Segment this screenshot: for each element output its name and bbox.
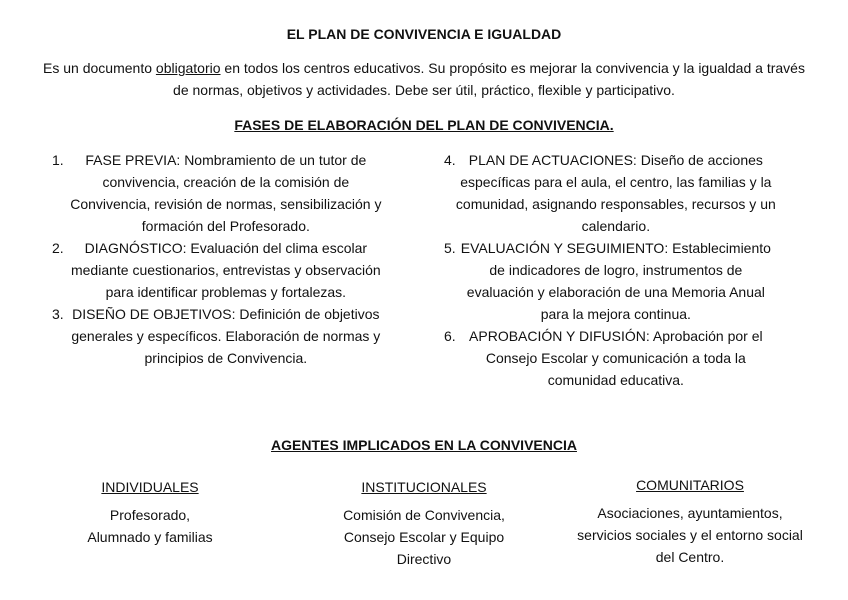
agent-heading: INSTITUCIONALES	[361, 479, 487, 495]
phase-item	[444, 325, 776, 391]
phase-item	[52, 149, 388, 237]
phase-number: 3.	[52, 306, 64, 322]
agent-individuales	[80, 476, 220, 548]
phases-left-column	[52, 149, 388, 369]
document-title: EL PLAN DE CONVIVENCIA E IGUALDAD	[286, 26, 562, 42]
phase-text: EVALUACIÓN Y SEGUIMIENTO: Establecimiento de indicadores de logro, instrumentos de evaluación y elaboración de una Memoria Anual para la mejora continua.	[460, 240, 771, 322]
agent-institucionales	[324, 476, 524, 570]
agent-text: Profesorado, Alumnado y familias	[87, 507, 213, 545]
phase-item	[444, 149, 776, 237]
agent-comunitarios	[576, 474, 804, 568]
phases-heading: FASES DE ELABORACIÓN DEL PLAN DE CONVIVENCIA.	[234, 117, 614, 133]
intro-paragraph	[40, 57, 808, 101]
agent-heading: INDIVIDUALES	[101, 479, 199, 495]
phase-item	[52, 303, 388, 369]
phase-text: FASE PREVIA: Nombramiento de un tutor de convivencia, creación de la comisión de Convivencia, revisión de normas, sensibilización y formación del Profesorado.	[70, 152, 382, 234]
phase-number: 5.	[444, 240, 456, 256]
intro-text-start: Es un documento	[43, 60, 156, 76]
phase-text: PLAN DE ACTUACIONES: Diseño de acciones específicas para el aula, el centro, las familias y la comunidad, asignando responsables, recursos y un calendario.	[455, 152, 776, 234]
phase-item	[52, 237, 388, 303]
phase-number: 1.	[52, 152, 64, 168]
intro-underlined-word: obligatorio	[155, 60, 221, 76]
phases-right-column	[444, 149, 776, 391]
agent-text: Asociaciones, ayuntamientos, servicios sociales y el entorno social del Centro.	[577, 505, 803, 565]
phase-text: DIAGNÓSTICO: Evaluación del clima escolar mediante cuestionarios, entrevistas y observación para identificar problemas y fortalezas.	[70, 240, 381, 300]
phase-item	[444, 237, 776, 325]
intro-text-end: en todos los centros educativos. Su propósito es mejorar la convivencia y la igualdad a través de normas, objetivos y actividades. Debe ser útil, práctico, flexible y participativo.	[173, 60, 805, 98]
phase-text: DISEÑO DE OBJETIVOS: Definición de objetivos generales y específicos. Elaboración de normas y principios de Convivencia.	[71, 306, 381, 366]
phase-number: 2.	[52, 240, 64, 256]
agents-heading: AGENTES IMPLICADOS EN LA CONVIVENCIA	[271, 437, 577, 453]
agent-text: Comisión de Convivencia, Consejo Escolar y Equipo Directivo	[343, 507, 505, 567]
agent-heading: COMUNITARIOS	[636, 477, 744, 493]
phase-text: APROBACIÓN Y DIFUSIÓN: Aprobación por el Consejo Escolar y comunicación a toda la comunidad educativa.	[469, 328, 763, 388]
phase-number: 6.	[444, 328, 456, 344]
phase-number: 4.	[444, 152, 456, 168]
